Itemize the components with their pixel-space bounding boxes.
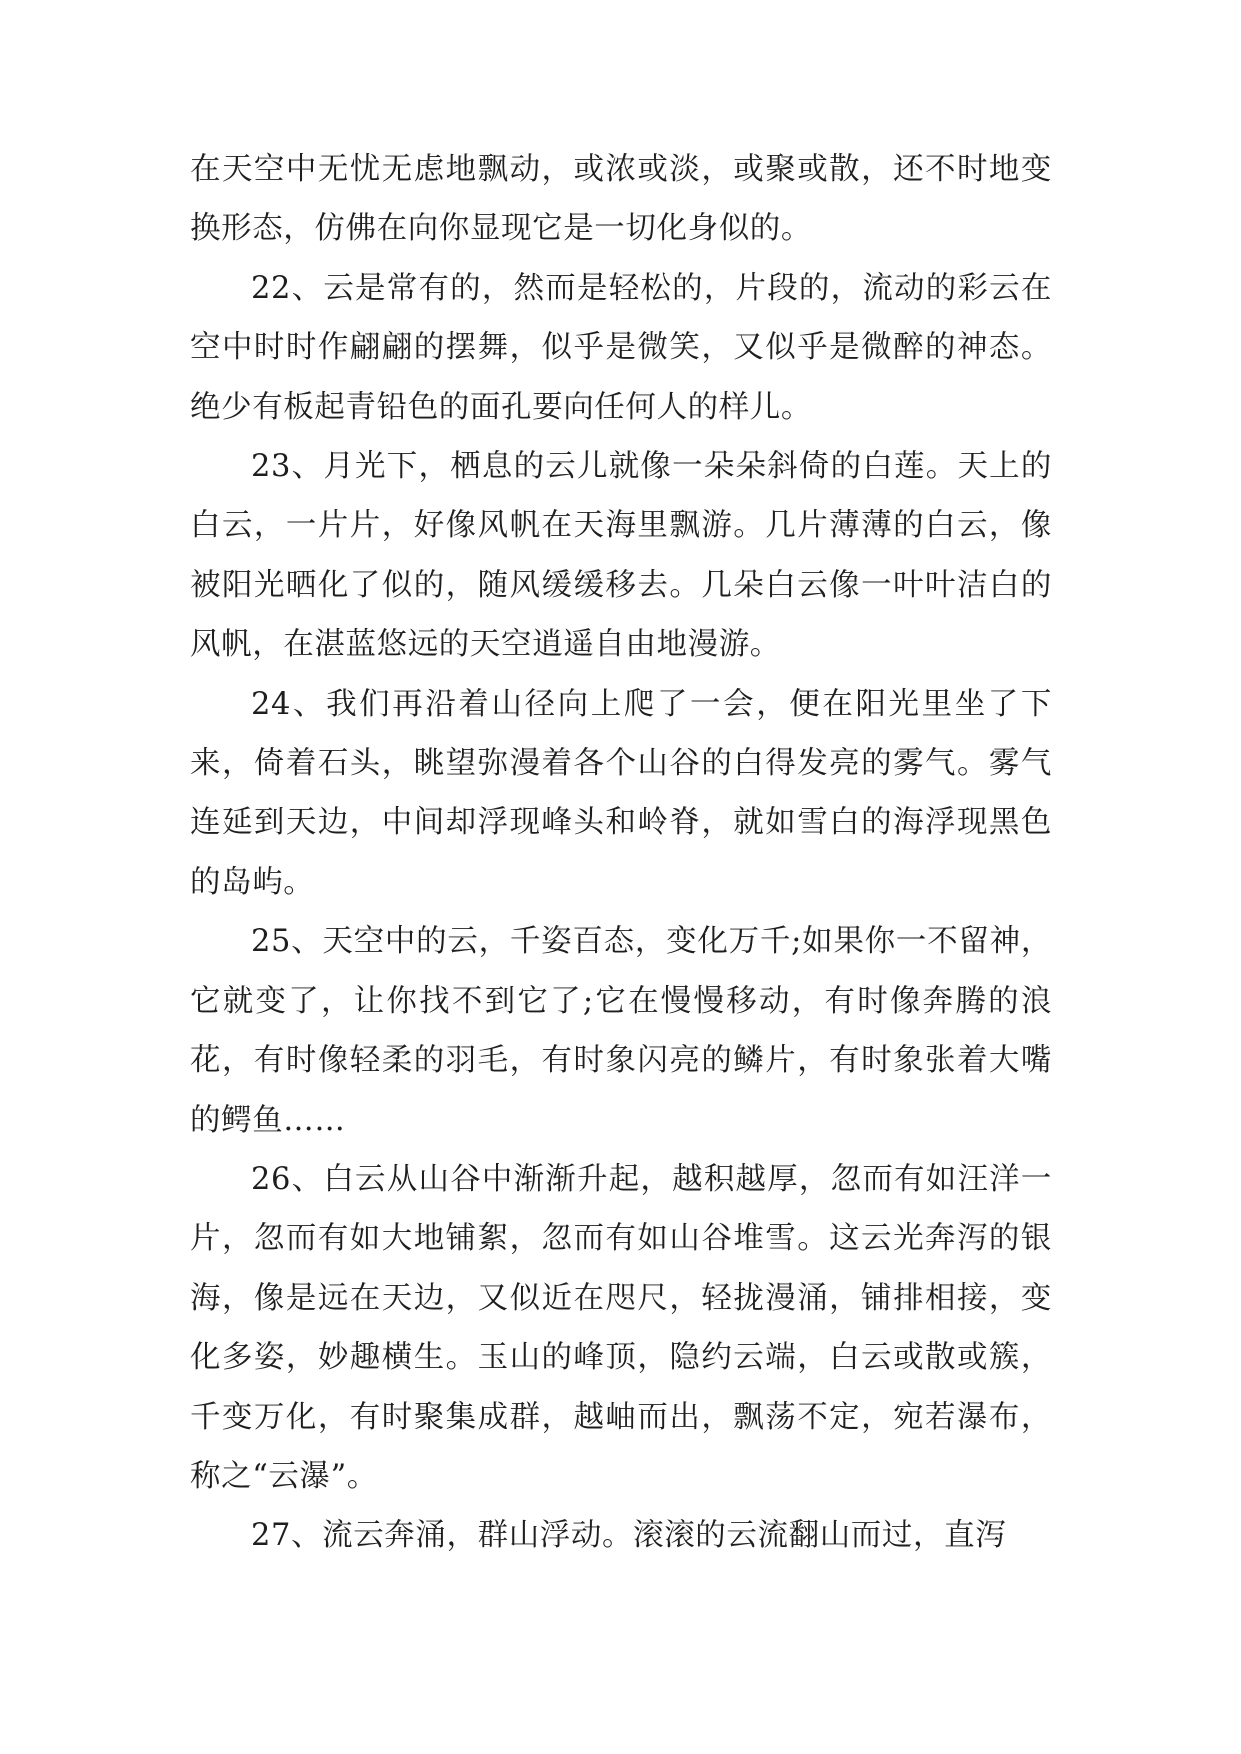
- paragraph-continuation: 在天空中无忧无虑地飘动，或浓或淡，或聚或散，还不时地变换形态，仿佛在向你显现它是一切化身似的。: [190, 152, 1052, 247]
- paragraph-23: 23、月光下，栖息的云儿就像一朵朵斜倚的白莲。天上的白云，一片片，好像风帆在天海里飘游。几片薄薄的白云，像被阳光晒化了似的，随风缓缓移去。几朵白云像一叶叶洁白的风帆，在湛蓝悠远的天空逍遥自由地漫游。: [190, 449, 1052, 663]
- document-page: [190, 140, 1052, 1566]
- paragraph-26: 26、白云从山谷中渐渐升起，越积越厚，忽而有如汪洋一片，忽而有如大地铺絮，忽而有如山谷堆雪。这云光奔泻的银海，像是远在天边，又似近在咫尺，轻拢漫涌，铺排相接，变化多姿，妙趣横生。玉山的峰顶，隐约云端，白云或散或簇，千变万化，有时聚集成群，越岫而出，飘荡不定，宛若瀑布，称之“云瀑”。: [190, 1161, 1052, 1494]
- paragraph-22: 22、云是常有的，然而是轻松的，片段的，流动的彩云在空中时时作翩翩的摆舞，似乎是微笑，又似乎是微醉的神态。绝少有板起青铅色的面孔要向任何人的样儿。: [190, 270, 1052, 425]
- paragraph-25: 25、天空中的云，千姿百态，变化万千;如果你一不留神，它就变了，让你找不到它了;它在慢慢移动，有时像奔腾的浪花，有时像轻柔的羽毛，有时象闪亮的鳞片，有时象张着大嘴的鳄鱼……: [190, 924, 1052, 1138]
- paragraph-27: 27、流云奔涌，群山浮动。滚滚的云流翻山而过，直泻: [251, 1518, 1007, 1554]
- paragraph-24: 24、我们再沿着山径向上爬了一会，便在阳光里坐了下来，倚着石头，眺望弥漫着各个山谷的白得发亮的雾气。雾气连延到天边，中间却浮现峰头和岭脊，就如雪白的海浮现黑色的岛屿。: [190, 686, 1052, 900]
